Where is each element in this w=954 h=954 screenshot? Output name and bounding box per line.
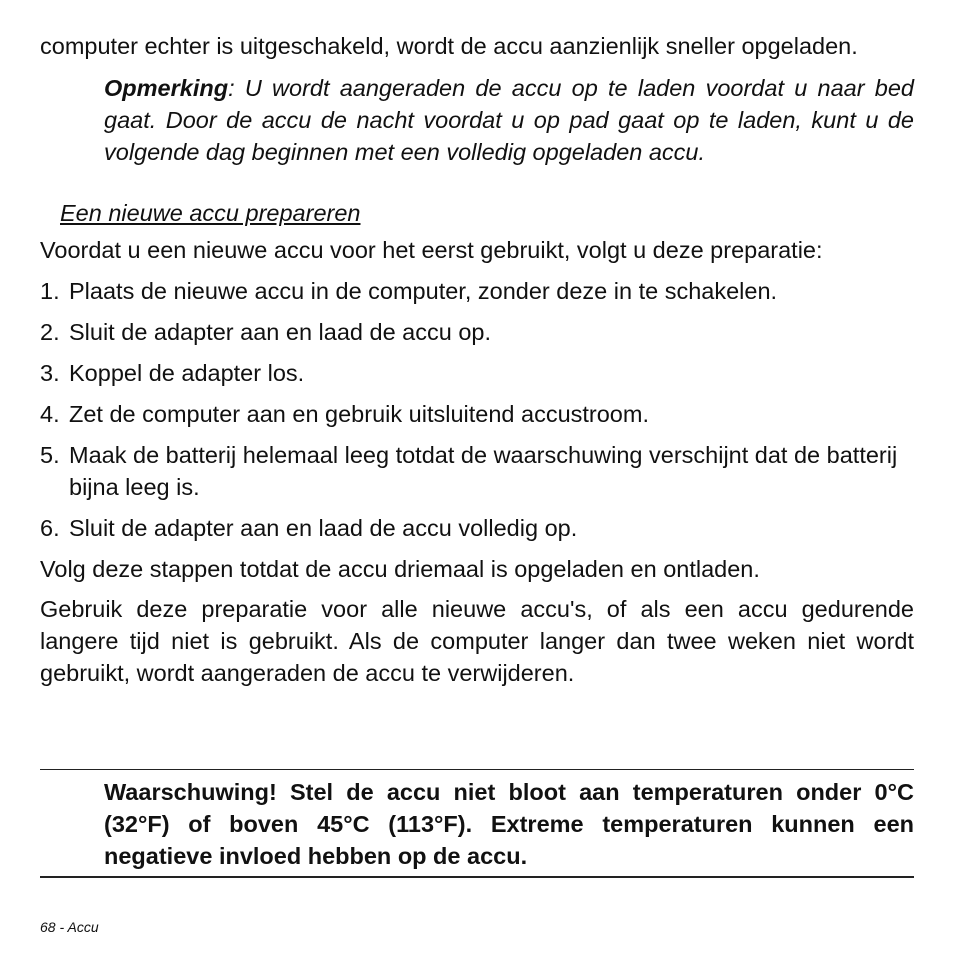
follow-up-paragraph: Volg deze stappen totdat de accu driemaal is opgeladen en ontladen. — [40, 556, 760, 582]
document-page — [40, 30, 914, 689]
step-text: Sluit de adapter aan en laad de accu op. — [69, 319, 492, 345]
warning-text: Waarschuwing! Stel de accu niet bloot aan temperaturen onder 0°C (32°F) of boven 45°C (113°F). Extreme temperaturen kunnen een negatieve invloed hebben op de accu. — [104, 779, 914, 869]
step-number: 4. — [40, 401, 60, 427]
step-number: 6. — [40, 515, 60, 541]
step-number: 2. — [40, 319, 60, 345]
section-lead: Voordat u een nieuwe accu voor het eerst gebruikt, volgt u deze preparatie: — [40, 237, 823, 263]
step-number: 3. — [40, 360, 60, 386]
list-item — [40, 439, 914, 503]
note-text: : U wordt aangeraden de accu op te laden voordat u naar bed gaat. Door de accu de nacht voordat u op pad gaat op te laden, kunt u de volgende dag beginnen met een volledig opgeladen accu. — [104, 75, 914, 165]
list-item — [40, 512, 914, 544]
section-heading: Een nieuwe accu prepareren — [60, 200, 361, 226]
intro-paragraph: computer echter is uitgeschakeld, wordt de accu aanzienlijk sneller opgeladen. — [40, 33, 858, 59]
note-block — [104, 72, 914, 168]
list-item — [40, 357, 914, 389]
list-item — [40, 398, 914, 430]
note-label: Opmerking — [104, 75, 229, 101]
steps-list — [40, 275, 914, 544]
step-number: 5. — [40, 442, 60, 468]
step-text: Koppel de adapter los. — [69, 360, 305, 386]
list-item — [40, 316, 914, 348]
step-number: 1. — [40, 278, 60, 304]
usage-paragraph: Gebruik deze preparatie voor alle nieuwe accu's, of als een accu gedurende langere tijd niet is gebruikt. Als de computer langer dan twee weken niet wordt gebruikt, wordt aangeraden de accu te verwijderen. — [40, 596, 914, 686]
list-item — [40, 275, 914, 307]
step-text: Sluit de adapter aan en laad de accu volledig op. — [69, 515, 578, 541]
warning-box — [40, 769, 914, 878]
page-footer: 68 - Accu — [40, 919, 99, 935]
step-text: Plaats de nieuwe accu in de computer, zonder deze in te schakelen. — [69, 278, 778, 304]
step-text: Zet de computer aan en gebruik uitsluitend accustroom. — [69, 401, 649, 427]
step-text: Maak de batterij helemaal leeg totdat de waarschuwing verschijnt dat de batterij bijna leeg is. — [69, 442, 898, 500]
